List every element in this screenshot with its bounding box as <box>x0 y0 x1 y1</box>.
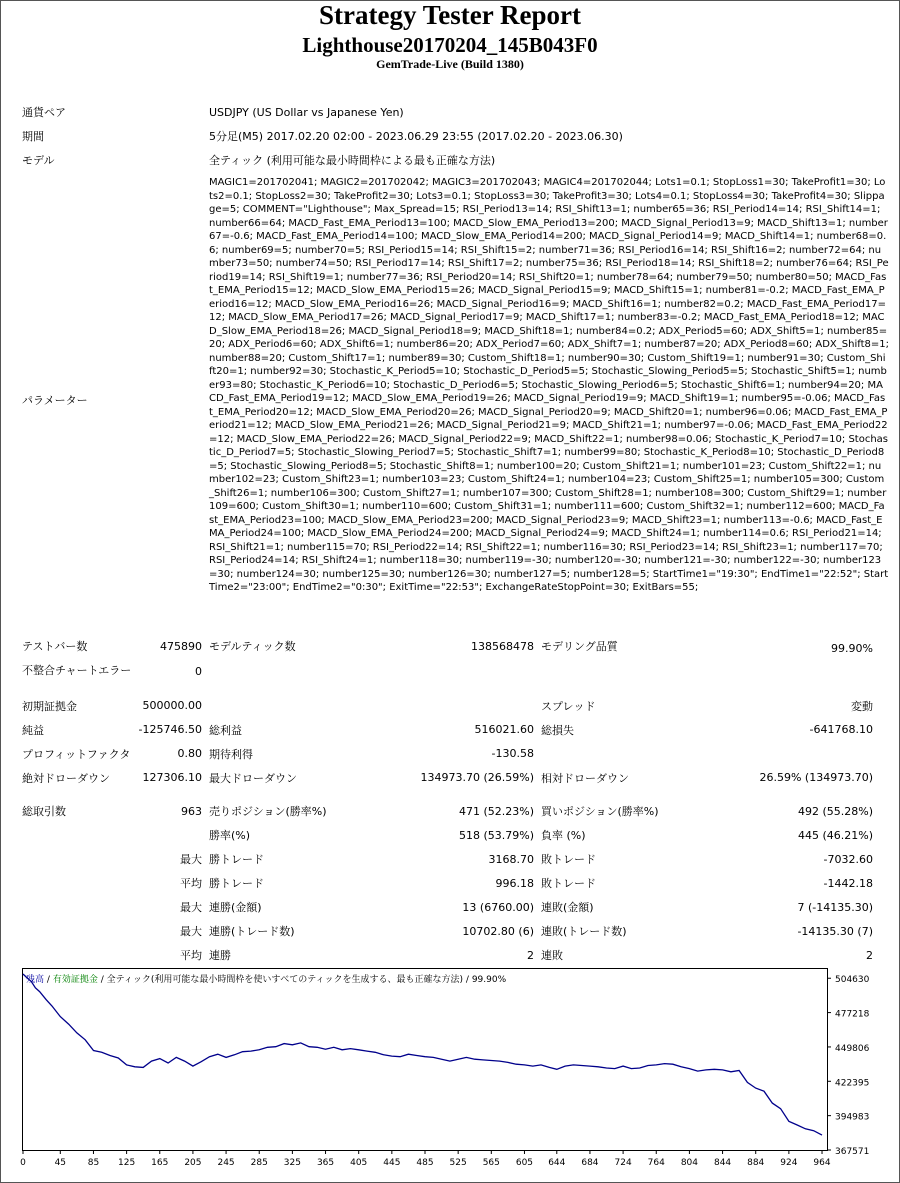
deposit-label: 初期証拠金 <box>22 700 77 713</box>
legend-balance: 残高 <box>26 975 45 985</box>
x-tick-label: 205 <box>184 1158 202 1168</box>
net-label: 純益 <box>22 724 44 737</box>
x-tick-label: 684 <box>581 1158 599 1168</box>
x-tick-label: 0 <box>20 1158 26 1168</box>
trades-label: 総取引数 <box>22 805 66 818</box>
max-row1-label: 最大 <box>180 853 202 866</box>
y-axis <box>827 975 870 1157</box>
max-consec-lossamt-value: -14135.30 (7) <box>797 925 873 938</box>
expected-label: 期待利得 <box>209 748 253 761</box>
legend-quality: 99.90% <box>471 975 507 985</box>
gross-profit-label: 総利益 <box>209 724 242 737</box>
x-tick-label: 245 <box>217 1158 235 1168</box>
x-tick-label: 724 <box>614 1158 632 1168</box>
avg-row2-label: 平均 <box>180 949 202 962</box>
abs-dd-label: 絶対ドローダウン <box>22 772 110 785</box>
legend-sep-3: / <box>465 975 469 985</box>
long-label: 買いポジション(勝率%) <box>541 805 659 818</box>
x-tick-label: 485 <box>416 1158 434 1168</box>
x-tick-label: 964 <box>813 1158 831 1168</box>
win-pct-label: 勝率(%) <box>209 829 251 842</box>
avg-consec-win-label: 連勝 <box>209 949 231 962</box>
x-tick-label: 844 <box>713 1158 732 1168</box>
x-tick-label: 764 <box>647 1158 665 1168</box>
y-tick-label: 367571 <box>835 1147 870 1157</box>
net-value: -125746.50 <box>138 723 202 736</box>
gross-loss-label: 総損失 <box>541 724 574 737</box>
bars-value: 475890 <box>160 640 202 653</box>
expected-value: -130.58 <box>491 747 534 760</box>
chart-legend <box>26 973 507 985</box>
gross-profit-value: 516021.60 <box>474 723 534 736</box>
avg-win-label: 勝トレード <box>209 877 264 890</box>
long-value: 492 (55.28%) <box>797 805 873 818</box>
mismatch-value: 0 <box>195 665 202 678</box>
rel-dd-label: 相対ドローダウン <box>541 772 629 785</box>
x-tick-label: 325 <box>283 1158 301 1168</box>
largest-win-label: 勝トレード <box>209 853 264 866</box>
ticks-value: 138568478 <box>471 640 534 653</box>
x-tick-label: 605 <box>515 1158 534 1168</box>
max-consec-profit-label: 連勝(トレード数) <box>209 925 295 938</box>
max-consec-loss-value: 7 (-14135.30) <box>797 901 873 914</box>
avg-consec-win-value: 2 <box>527 949 534 962</box>
max-consec-profit-value: 10702.80 (6) <box>462 925 534 938</box>
x-tick-label: 45 <box>54 1158 67 1168</box>
avg-row1-label: 平均 <box>180 877 202 890</box>
period-label: 期間 <box>22 130 44 143</box>
largest-win-value: 3168.70 <box>488 853 534 866</box>
spread-label: スプレッド <box>541 700 596 713</box>
max-consec-win-label: 連勝(金額) <box>209 901 262 914</box>
x-tick-label: 565 <box>482 1158 500 1168</box>
deposit-value: 500000.00 <box>142 699 202 712</box>
quality-value: 99.90% <box>831 642 873 655</box>
model-label: モデル <box>22 154 55 167</box>
avg-consec-loss-label: 連敗 <box>541 949 563 962</box>
x-tick-label: 85 <box>87 1158 100 1168</box>
legend-sep-2: / <box>100 975 104 985</box>
x-tick-label: 644 <box>548 1158 566 1168</box>
max-row2-label: 最大 <box>180 901 202 914</box>
x-tick-label: 525 <box>449 1158 467 1168</box>
report-title: Strategy Tester Report <box>319 0 581 30</box>
largest-loss-label: 敗トレード <box>541 853 596 866</box>
legend-equity: 有効証拠金 <box>52 975 98 985</box>
quality-label: モデリング品質 <box>541 640 618 653</box>
symbol-label: 通貨ペア <box>22 106 66 119</box>
period-value: 5分足(M5) 2017.02.20 02:00 - 2023.06.29 23:55 (2017.02.20 - 2023.06.30) <box>209 130 623 143</box>
ticks-label: モデルティック数 <box>209 640 296 653</box>
balance-chart-svg <box>22 968 880 1167</box>
x-tick-label: 285 <box>250 1158 268 1168</box>
x-tick-label: 125 <box>118 1158 136 1168</box>
max-dd-value: 134973.70 (26.59%) <box>420 771 534 784</box>
y-tick-label: 449806 <box>835 1043 870 1054</box>
loss-pct-value: 445 (46.21%) <box>797 829 873 842</box>
x-tick-label: 365 <box>316 1158 335 1168</box>
abs-dd-value: 127306.10 <box>142 771 202 784</box>
report-subtitle: Lighthouse20170204_145B043F0 <box>302 33 598 57</box>
max-row3-label: 最大 <box>180 925 202 938</box>
short-label: 売りポジション(勝率%) <box>209 805 327 818</box>
symbol-value: USDJPY (US Dollar vs Japanese Yen) <box>209 106 404 119</box>
avg-loss-label: 敗トレード <box>541 877 596 890</box>
y-tick-label: 504630 <box>835 975 870 986</box>
y-tick-label: 477218 <box>835 1009 870 1020</box>
avg-loss-value: -1442.18 <box>823 877 873 890</box>
x-tick-label: 924 <box>780 1158 798 1168</box>
params-label: パラメーター <box>22 394 88 407</box>
loss-pct-label: 負率 (%) <box>541 829 586 842</box>
mismatch-label: 不整合チャートエラー <box>22 664 132 677</box>
x-tick-label: 165 <box>151 1158 169 1168</box>
balance-chart <box>22 968 880 1167</box>
trades-value: 963 <box>181 805 202 818</box>
plot-area <box>23 969 828 1151</box>
spread-value: 変動 <box>851 700 873 713</box>
pf-value: 0.80 <box>177 747 202 760</box>
x-tick-label: 884 <box>747 1158 765 1168</box>
legend-model: 全ティック(利用可能な最小時間枠を使いすべてのティックを生成する、最も正確な方法) <box>106 975 464 985</box>
max-consec-loss-label: 連敗(金額) <box>541 901 594 914</box>
x-tick-label: 405 <box>350 1158 368 1168</box>
gross-loss-value: -641768.10 <box>809 723 873 736</box>
max-consec-win-value: 13 (6760.00) <box>462 901 534 914</box>
x-axis <box>20 1150 831 1168</box>
avg-win-value: 996.18 <box>495 877 534 890</box>
max-dd-label: 最大ドローダウン <box>209 772 297 785</box>
bars-label: テストバー数 <box>22 640 88 653</box>
y-tick-label: 422395 <box>835 1078 870 1089</box>
legend-sep-1: / <box>46 975 50 985</box>
params-value: MAGIC1=201702041; MAGIC2=201702042; MAGIC3=201702043; MAGIC4=201702044; Lots1=0.1; StopLoss1=30; TakeProfit1=30; Lots2=0.1; StopLoss2=30; TakeProfit2=30; Lots3=0.1; StopLoss3=30; TakeProfit3=30; Lots4=0.1; StopLoss4=30; TakeProfit4=30; Slippage=5; COMMENT="Lighthouse"; Max_Spread=15; RSI_Period13=14; RSI_Shift13=1; number65=36; RSI_Period14=14; RSI_Shift14=1; number66=64; MACD_Fast_EMA_Period13=100; MACD_Slow_EMA_Period13=200; MACD_Signal_Period13=9; MACD_Shift13=1; number67=-0.6; MACD_Fast_EMA_Period14=100; MACD_Slow_EMA_Period14=200; MACD_Signal_Period14=9; MACD_Shift14=1; number68=0.6; number69=5; number70=5; RSI_Period15=14; RSI_Shift15=2; number71=36; RSI_Period16=14; RSI_Shift16=2; number72=64; number73=50; number74=50; RSI_Period17=14; RSI_Shift17=2; number75=36; RSI_Period18=14; RSI_Shift18=2; number76=64; RSI_Period19=14; RSI_Shift19=1; number77=36; RSI_Period20=14; RSI_Shift20=1; number78=64; number79=50; number80=50; MACD_Fast_EMA_Period15=12; MACD_Slow_EMA_Period15=26; MACD_Signal_Period15=9; MACD_Shift15=1; number81=-0.2; MACD_Fast_EMA_Period16=12; MACD_Slow_EMA_Period16=26; MACD_Signal_Period16=9; MACD_Shift16=1; number82=0.2; MACD_Fast_EMA_Period17=12; MACD_Slow_EMA_Period17=26; MACD_Signal_Period17=9; MACD_Shift17=1; number83=-0.2; MACD_Fast_EMA_Period18=12; MACD_Slow_EMA_Period18=26; MACD_Signal_Period18=9; MACD_Shift18=1; number84=0.2; ADX_Period5=60; ADX_Shift5=1; number85=20; ADX_Period6=60; ADX_Shift6=1; number86=20; ADX_Period7=60; ADX_Shift7=1; number87=20; ADX_Period8=60; ADX_Shift8=1; number88=20; Custom_Shift17=1; number89=30; Custom_Shift18=1; number90=30; Custom_Shift19=1; number91=30; Custom_Shift20=1; number92=30; Stochastic_K_Period5=10; Stochastic_D_Period5=5; Stochastic_Slowing_Period5=5; Stochastic_Shift5=1; number93=80; Stochastic_K_Period6=10; Stochastic_D_Period6=5; Stochastic_Slowing_Period6=5; Stochastic_Shift6=1; number94=20; MACD_Fast_EMA_Period19=12; MACD_Slow_EMA_Period19=26; MACD_Signal_Period19=9; MACD_Shift19=1; number95=-0.06; MACD_Fast_EMA_Period20=12; MACD_Slow_EMA_Period20=26; MACD_Signal_Period20=9; MACD_Shift20=1; number96=0.06; MACD_Fast_EMA_Period21=12; MACD_Slow_EMA_Period21=26; MACD_Signal_Period21=9; MACD_Shift21=1; number97=-0.06; MACD_Fast_EMA_Period22=12; MACD_Slow_EMA_Period22=26; MACD_Signal_Period22=9; MACD_Shift22=1; number98=0.06; Stochastic_K_Period7=10; Stochastic_D_Period7=5; Stochastic_Slowing_Period7=5; Stochastic_Shift7=1; number99=80; Stochastic_K_Period8=10; Stochastic_D_Period8=5; Stochastic_Slowing_Period8=5; Stochastic_Shift8=1; number100=20; Custom_Shift21=1; number101=23; Custom_Shift22=1; number102=23; Custom_Shift23=1; number103=23; Custom_Shift24=1; number104=23; Custom_Shift25=1; number105=300; Custom_Shift26=1; number106=300; Custom_Shift27=1; number107=300; Custom_Shift28=1; number108=300; Custom_Shift29=1; number109=600; Custom_Shift30=1; number110=600; Custom_Shift31=1; number111=600; Custom_Shift32=1; number112=600; MACD_Fast_EMA_Period23=100; MACD_Slow_EMA_Period23=200; MACD_Signal_Period23=9; MACD_Shift23=1; number113=-0.6; MACD_Fast_EMA_Period24=100; MACD_Slow_EMA_Period24=200; MACD_Signal_Period24=9; MACD_Shift24=1; number114=0.6; RSI_Period21=14; RSI_Shift21=1; number115=70; RSI_Period22=14; RSI_Shift22=1; number116=30; RSI_Period23=14; RSI_Shift23=1; number117=70; RSI_Period24=14; RSI_Shift24=1; number118=30; number119=-30; number120=-30; number121=-30; number122=-30; number123=30; number124=30; number125=30; number126=30; number127=5; number128=5; StartTime1="19:30"; EndTime1="22:52"; StartTime2="23:00"; EndTime2="0:30"; ExitTime="22:53"; ExchangeRateStopPoint=30; ExitBars=55; <box>209 177 889 593</box>
max-consec-lossamt-label: 連敗(トレード数) <box>541 925 627 938</box>
x-tick-label: 445 <box>383 1158 401 1168</box>
rel-dd-value: 26.59% (134973.70) <box>759 771 873 784</box>
pf-label: プロフィットファクタ <box>22 748 131 761</box>
short-value: 471 (52.23%) <box>458 805 534 818</box>
largest-loss-value: -7032.60 <box>823 853 873 866</box>
y-tick-label: 394983 <box>835 1112 870 1123</box>
avg-consec-loss-value: 2 <box>866 949 873 962</box>
model-value: 全ティック (利用可能な最小時間枠による最も正確な方法) <box>209 154 496 167</box>
win-pct-value: 518 (53.79%) <box>458 829 534 842</box>
x-tick-label: 804 <box>680 1158 699 1168</box>
report-build: GemTrade-Live (Build 1380) <box>376 57 524 71</box>
